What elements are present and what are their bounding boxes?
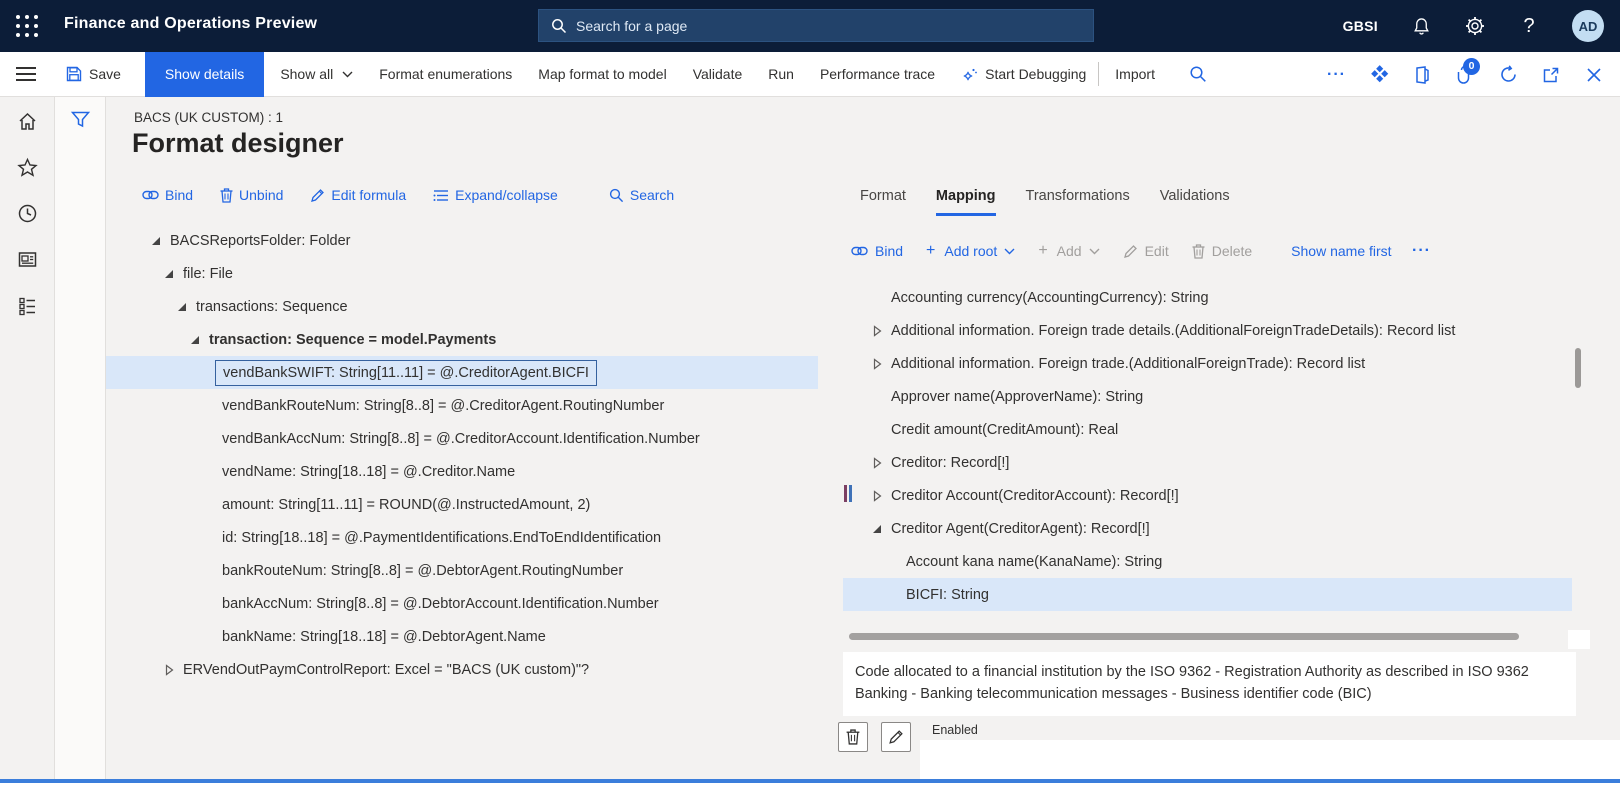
attachments-count-badge: 0 (1463, 58, 1480, 75)
start-debugging-button[interactable]: Start Debugging (961, 66, 1086, 83)
show-name-first-toggle[interactable]: Show name first (1291, 243, 1392, 259)
chevron-down-icon (1089, 248, 1100, 255)
trash-icon (220, 188, 233, 203)
validate-button[interactable]: Validate (692, 66, 743, 82)
show-all-dropdown[interactable]: Show all (280, 66, 353, 82)
avatar[interactable]: AD (1572, 10, 1604, 42)
more-commands-button[interactable]: ··· (1327, 65, 1346, 83)
page-search-box[interactable] (538, 9, 1094, 42)
collapsed-arrow-icon[interactable] (871, 325, 883, 337)
expanded-arrow-icon[interactable] (189, 334, 201, 346)
tree-item[interactable]: amount: String[11..11] = ROUND(@.InstructedAmount, 2) (222, 496, 591, 513)
save-button[interactable]: Save (66, 66, 121, 82)
map-format-to-model-button[interactable]: Map format to model (538, 66, 667, 82)
enabled-field[interactable] (920, 740, 1620, 779)
add-root-dropdown[interactable]: + Add root (926, 242, 1015, 260)
format-tree (106, 224, 818, 686)
trash-icon (1192, 244, 1205, 259)
page-title: Format designer (132, 128, 344, 158)
home-icon[interactable] (17, 111, 38, 132)
save-icon (66, 66, 82, 82)
add-dropdown[interactable]: + Add (1038, 242, 1099, 260)
tree-item[interactable]: Credit amount(CreditAmount): Real (891, 421, 1119, 438)
gear-icon[interactable] (1464, 15, 1486, 37)
tree-item[interactable]: bankRouteNum: String[8..8] = @.DebtorAgent.RoutingNumber (222, 562, 624, 579)
tree-item[interactable]: bankName: String[18..18] = @.DebtorAgent.Name (222, 628, 546, 645)
mapping-panel-tabs (860, 188, 1230, 216)
tree-item[interactable]: Approver name(ApproverName): String (891, 388, 1144, 405)
tree-item[interactable]: Accounting currency(AccountingCurrency): String (891, 289, 1209, 306)
collapsed-arrow-icon[interactable] (871, 358, 883, 370)
mapping-more-button[interactable]: ··· (1412, 242, 1431, 259)
run-button[interactable]: Run (768, 66, 794, 82)
expanded-arrow-icon[interactable] (176, 301, 188, 313)
tree-item[interactable]: transactions: Sequence (106, 290, 818, 323)
tree-item-selected[interactable]: BICFI: String (843, 578, 1572, 611)
expanded-arrow-icon[interactable] (163, 268, 175, 280)
trash-icon (846, 729, 860, 745)
pencil-icon (888, 729, 904, 745)
tree-item[interactable]: Additional information. Foreign trade details.(AdditionalForeignTradeDetails): Record list (843, 314, 1572, 347)
collapsed-arrow-icon[interactable] (163, 664, 175, 676)
tab-format[interactable]: Format (860, 188, 906, 204)
tree-item[interactable]: Additional information. Foreign trade.(AdditionalForeignTrade): Record list (843, 347, 1572, 380)
tree-item[interactable]: Creditor Account(CreditorAccount): Record[!] (843, 479, 1572, 512)
tree-item[interactable]: vendName: String[18..18] = @.Creditor.Name (222, 463, 516, 480)
bottom-edge (0, 783, 1620, 788)
link-icon (851, 245, 868, 257)
tree-item[interactable]: bankAccNum: String[8..8] = @.DebtorAccount.Identification.Number (222, 595, 659, 612)
workspaces-icon[interactable] (17, 249, 38, 270)
plus-icon: + (1038, 242, 1048, 259)
search-placeholder: Search for a page (576, 17, 688, 34)
expand-collapse-button[interactable]: Expand/collapse (433, 187, 558, 203)
record-caption: BACS (UK CUSTOM) : 1 (134, 110, 284, 125)
help-icon[interactable]: ? (1523, 14, 1535, 37)
scrollbar-corner (1568, 630, 1590, 649)
collapsed-arrow-icon[interactable] (871, 457, 883, 469)
tab-validations[interactable]: Validations (1159, 188, 1230, 204)
action-bar-right (1327, 52, 1604, 97)
tab-transformations[interactable]: Transformations (1025, 188, 1130, 204)
designer-toolbar (142, 187, 674, 203)
tree-item[interactable]: Account kana name(KanaName): String (906, 553, 1163, 570)
company-picker[interactable]: GBSI (1342, 18, 1378, 34)
modules-list-icon[interactable] (17, 295, 38, 316)
delete-field-button[interactable] (838, 722, 868, 752)
toolbar-separator (1098, 62, 1099, 86)
field-description: Code allocated to a financial institution by the ISO 9362 - Registration Authority as described in ISO 9362 Banking - Banking telecommunication messages - Business identifier code (BIC) (843, 652, 1576, 716)
mapping-toolbar (851, 242, 1392, 260)
tree-item[interactable]: file: File (106, 257, 818, 290)
guide-book-icon[interactable] (1412, 65, 1432, 85)
tree-item[interactable]: vendBankAccNum: String[8..8] = @.CreditorAccount.Identification.Number (222, 430, 700, 447)
tree-item[interactable]: id: String[18..18] = @.PaymentIdentifications.EndToEndIdentification (222, 529, 662, 546)
mapping-tree (843, 281, 1572, 611)
expanded-arrow-icon[interactable] (150, 235, 162, 247)
tree-list-icon (433, 189, 449, 202)
link-icon (142, 189, 159, 201)
app-title: Finance and Operations Preview (64, 15, 318, 32)
tree-item-selected[interactable]: vendBankSWIFT: String[11..11] = @.CreditorAgent.BICFI (106, 356, 818, 389)
tree-item[interactable]: transaction: Sequence = model.Payments (106, 323, 818, 356)
performance-trace-button[interactable]: Performance trace (819, 66, 936, 82)
tree-item[interactable]: Creditor: Record[!] (843, 446, 1572, 479)
mapping-bind-button[interactable]: Bind (851, 243, 903, 259)
tree-item[interactable]: Creditor Agent(CreditorAgent): Record[!] (843, 512, 1572, 545)
top-bar (0, 0, 1620, 52)
collapsed-arrow-icon[interactable] (871, 490, 883, 502)
tree-search-button[interactable]: Search (609, 187, 674, 203)
action-bar (0, 52, 1620, 97)
app-launcher-icon[interactable] (14, 13, 40, 39)
recent-clock-icon[interactable] (17, 203, 38, 224)
bind-button[interactable]: Bind (142, 187, 193, 203)
import-button[interactable]: Import (1115, 66, 1155, 82)
refresh-icon[interactable] (1498, 65, 1518, 85)
expanded-arrow-icon[interactable] (871, 523, 883, 535)
debug-gear-icon (961, 66, 978, 83)
optimization-diamonds-icon[interactable] (1369, 65, 1389, 85)
search-icon (609, 188, 624, 203)
horizontal-scrollbar[interactable] (849, 633, 1519, 640)
pencil-icon (1123, 244, 1138, 259)
toolbar-search-icon[interactable] (1189, 65, 1207, 83)
plus-icon: + (926, 242, 936, 259)
edit-formula-button[interactable]: Edit formula (310, 187, 406, 203)
attachments-icon[interactable] (1455, 60, 1475, 85)
chevron-down-icon (342, 71, 353, 78)
unbind-button[interactable]: Unbind (220, 187, 283, 203)
edit-button[interactable]: Edit (1123, 243, 1169, 259)
pencil-icon (310, 188, 325, 203)
filter-rail (55, 97, 106, 788)
close-icon[interactable] (1584, 65, 1604, 85)
edit-field-button[interactable] (881, 722, 911, 752)
hamburger-icon[interactable] (16, 67, 36, 81)
enabled-label: Enabled (932, 723, 978, 737)
search-icon (551, 18, 567, 34)
vertical-scrollbar[interactable] (1575, 348, 1581, 388)
bell-icon[interactable] (1410, 15, 1432, 37)
format-enumerations-button[interactable]: Format enumerations (379, 66, 513, 82)
favorites-star-icon[interactable] (17, 157, 38, 178)
delete-button[interactable]: Delete (1192, 243, 1252, 259)
tree-item[interactable]: ERVendOutPaymControlReport: Excel = "BACS (UK custom)"? (106, 653, 818, 686)
show-details-button[interactable]: Show details (145, 52, 264, 97)
top-bar-right (1343, 0, 1604, 52)
filter-funnel-icon[interactable] (70, 109, 91, 130)
chevron-down-icon (1004, 248, 1015, 255)
tree-item[interactable]: BACSReportsFolder: Folder (106, 224, 818, 257)
tree-item[interactable]: vendBankRouteNum: String[8..8] = @.CreditorAgent.RoutingNumber (222, 397, 665, 414)
open-in-new-window-icon[interactable] (1541, 65, 1561, 85)
tab-mapping[interactable]: Mapping (936, 188, 996, 216)
nav-rail (0, 97, 55, 788)
